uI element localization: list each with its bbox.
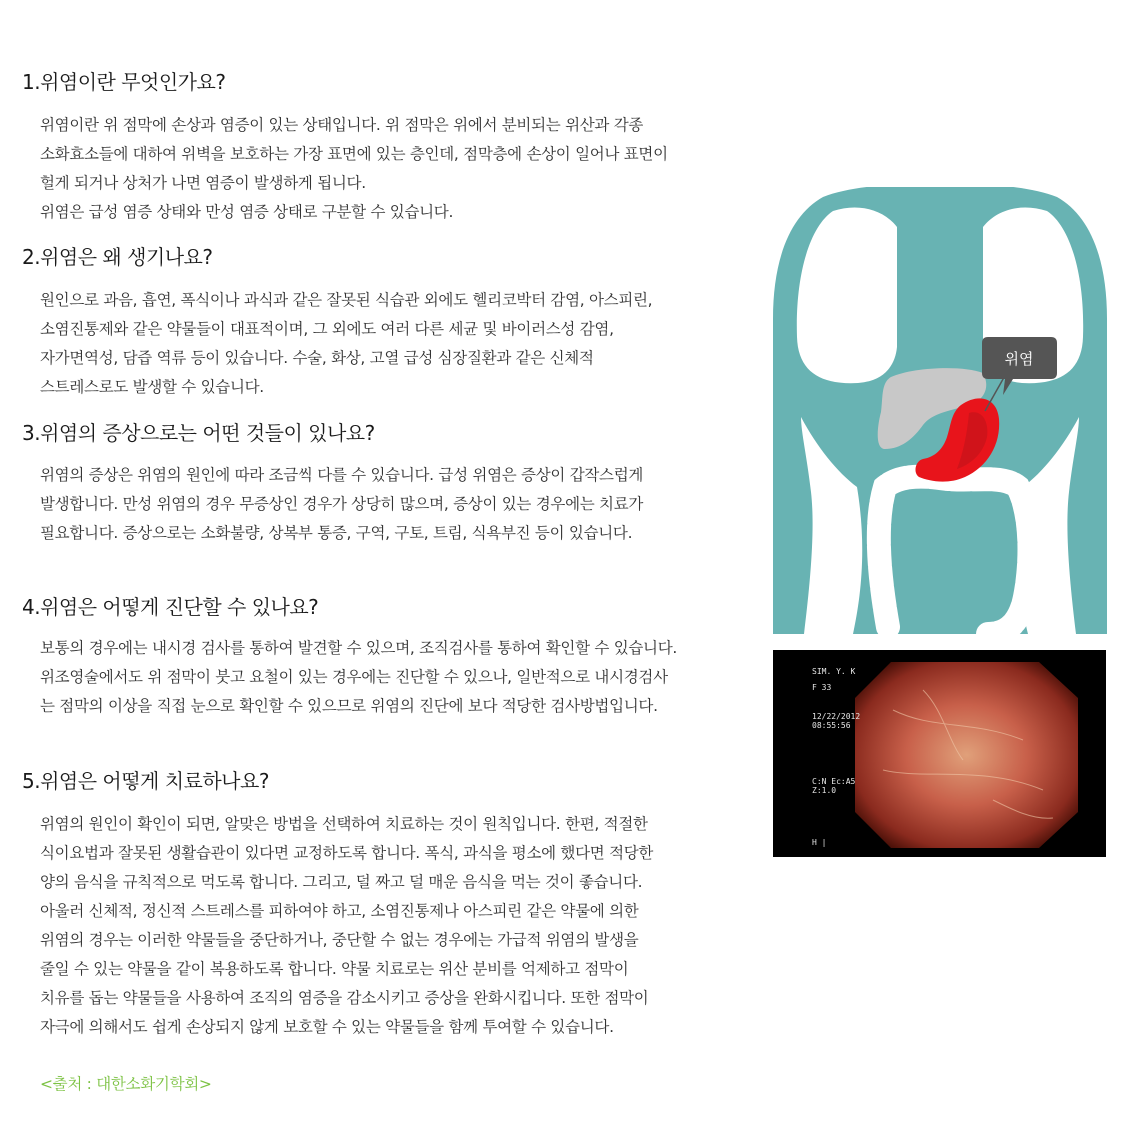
endoscopy-view — [773, 650, 1106, 857]
section-5-body — [40, 810, 653, 1042]
section-1-body — [40, 111, 668, 227]
section-3-line: 발생합니다. 만성 위염의 경우 무증상인 경우가 상당히 많으며, 증상이 있는 경우에는 치료가 — [40, 495, 644, 513]
exam-time: 08:55:56 — [812, 721, 851, 730]
exam-date: 12/22/2012 — [812, 712, 861, 721]
section-5-line: 식이요법과 잘못된 생활습관이 있다면 교정하도록 합니다. 폭식, 과식을 평소에 했다면 적당한 — [40, 844, 654, 862]
section-1-line: 소화효소들에 대하여 위벽을 보호하는 가장 표면에 있는 층인데, 점막층에 손상이 일어나 표면이 — [40, 145, 668, 163]
section-5-line: 아울러 신체적, 정신적 스트레스를 피하여야 하고, 소염진통제나 아스피린 같은 약물에 의한 — [40, 902, 639, 920]
section-3-line: 위염의 증상은 위염의 원인에 따라 조금씩 다를 수 있습니다. 급성 위염은 증상이 갑작스럽게 — [40, 466, 644, 484]
section-5-title: 5.위염은 어떻게 치료하나요? — [22, 769, 269, 793]
section-5-line: 위염의 원인이 확인이 되면, 알맞은 방법을 선택하여 치료하는 것이 원칙입니다. 한편, 적절한 — [40, 815, 648, 833]
section-1-line: 위염은 급성 염증 상태와 만성 염증 상태로 구분할 수 있습니다. — [40, 203, 454, 221]
section-5-line: 줄일 수 있는 약물을 같이 복용하도록 합니다. 약물 치료로는 위산 분비를 억제하고 점막이 — [40, 960, 629, 978]
section-2-line: 스트레스로도 발생할 수 있습니다. — [40, 378, 264, 396]
scope-mode: H | — [812, 838, 827, 847]
section-5-line: 자극에 의해서도 쉽게 손상되지 않게 보호할 수 있는 약물들을 함께 투여할 수 있습니다. — [40, 1018, 614, 1036]
section-2-line: 소염진통제와 같은 약물들이 대표적이며, 그 외에도 여러 다른 세균 및 바이러스성 감염, — [40, 320, 614, 338]
section-4-body — [40, 634, 677, 721]
section-1-title: 1.위염이란 무엇인가요? — [22, 70, 226, 94]
stomach-anatomy-illustration — [773, 187, 1107, 634]
section-1-line: 헐게 되거나 상처가 나면 염증이 발생하게 됩니다. — [40, 174, 366, 192]
section-5-line: 양의 음식을 규칙적으로 먹도록 합니다. 그리고, 덜 짜고 덜 매운 음식을 먹는 것이 좋습니다. — [40, 873, 643, 891]
section-2-body — [40, 286, 652, 402]
section-1-line: 위염이란 위 점막에 손상과 염증이 있는 상태입니다. 위 점막은 위에서 분비되는 위산과 각종 — [40, 116, 644, 134]
section-2-line: 자가면역성, 담즙 역류 등이 있습니다. 수술, 화상, 고열 급성 심장질환과 같은 신체적 — [40, 349, 594, 367]
section-5-line: 위염의 경우는 이러한 약물들을 중단하거나, 중단할 수 없는 경우에는 가급적 위염의 발생을 — [40, 931, 639, 949]
section-3-title: 3.위염의 증상으로는 어떤 것들이 있나요? — [22, 421, 375, 445]
patient-info: F 33 — [812, 683, 832, 692]
section-2-title: 2.위염은 왜 생기나요? — [22, 245, 213, 269]
source-citation: <출처 : 대한소화기학회> — [40, 1075, 212, 1093]
section-2-line: 원인으로 과음, 흡연, 폭식이나 과식과 같은 잘못된 식습관 외에도 헬리코박터 감염, 아스피린, — [40, 291, 653, 309]
section-4-title: 4.위염은 어떻게 진단할 수 있나요? — [22, 595, 319, 619]
endoscopy-image — [773, 650, 1106, 857]
callout-label: 위염 — [1004, 350, 1034, 368]
scope-settings-1: C:N Ec:A5 — [812, 777, 856, 786]
section-3-line: 필요합니다. 증상으로는 소화불량, 상복부 통증, 구역, 구토, 트림, 식욕부진 등이 있습니다. — [40, 524, 633, 542]
scope-settings-2: Z:1.0 — [812, 786, 837, 795]
section-4-line: 위조영술에서도 위 점막이 붓고 요철이 있는 경우에는 진단할 수 있으나, 일반적으로 내시경검사 — [40, 668, 668, 686]
endoscopy-octagon — [855, 662, 1078, 848]
section-5-line: 치유를 돕는 약물들을 사용하여 조직의 염증을 감소시키고 증상을 완화시킵니다. 또한 점막이 — [40, 989, 649, 1007]
patient-name: SIM. Y. K — [812, 667, 856, 676]
section-4-line: 는 점막의 이상을 직접 눈으로 확인할 수 있으므로 위염의 진단에 보다 적당한 검사방법입니다. — [40, 697, 658, 715]
section-3-body — [40, 461, 643, 548]
section-4-line: 보통의 경우에는 내시경 검사를 통하여 발견할 수 있으며, 조직검사를 통하여 확인할 수 있습니다. — [40, 639, 678, 657]
